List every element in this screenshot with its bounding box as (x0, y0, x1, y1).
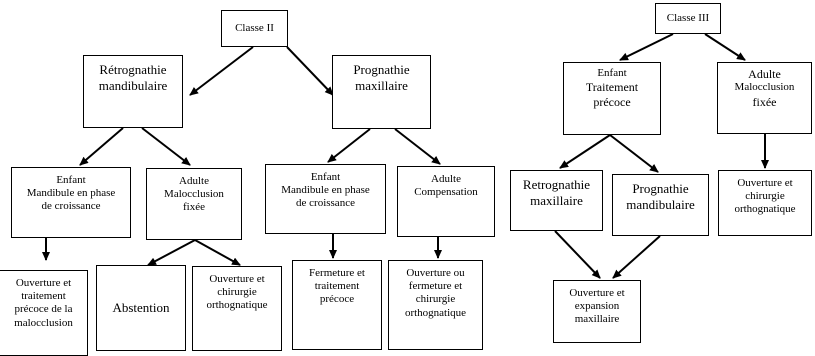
node-enfant3-line-1: Enfant (597, 67, 627, 79)
node-enfant-left-line-2: Mandibule en phase (26, 187, 116, 200)
node-adulte-right-line-1: Adulte (431, 173, 461, 185)
node-chirurgie3-line-1: Ouverture et (737, 177, 793, 189)
leaf-chirurgie-left-line-1: Ouverture et (209, 273, 265, 285)
node-enfant3-line-3: précoce (593, 94, 631, 109)
node-classe-iii (655, 3, 721, 34)
node-expansion-line-1: Ouverture et (569, 287, 625, 299)
node-enfant-mandibule-right (265, 164, 386, 234)
node-progna3-line-2: mandibulaire (626, 196, 695, 212)
node-adulte-compensation (397, 166, 495, 237)
node-retrognathie-maxillaire (510, 170, 603, 231)
node-adulte-malocclusion-fixee (146, 168, 242, 240)
arrow-adulte-to-chirurgie (195, 240, 240, 265)
leaf-chirurgie-left-line-2: chirurgie (217, 286, 257, 299)
arrow-progna-to-adulte (395, 129, 440, 164)
node-adulte3-line-2: Malocclusion (734, 81, 795, 94)
node-progna-line-1: Prognathie (353, 62, 410, 77)
node-abstention (96, 265, 186, 351)
node-retro3-line-1: Retrognathie (522, 177, 591, 192)
arrow-progna-to-expansion (613, 236, 660, 278)
leaf-ouverture-line-2: traitement (21, 290, 66, 303)
leaf-ouverture-line-1: Ouverture et (15, 277, 72, 289)
node-adulte-malocclusion-fixee-3 (717, 62, 812, 134)
arrow-enfant-to-retro (560, 135, 610, 168)
leaf-abstention-label: Abstention (112, 300, 170, 316)
node-adulte3-line-3: fixée (752, 94, 777, 109)
arrow-retro-to-enfant (80, 128, 123, 165)
node-expansion-line-2: expansion (574, 300, 620, 313)
node-enfant-traitement-precoce (563, 62, 661, 135)
node-enfant3-line-2: Traitement (585, 80, 639, 95)
node-fermeture-traitement-precoce (292, 260, 382, 350)
arrow-retro-to-expansion (555, 231, 600, 278)
node-enfant-right-line-3: de croissance (296, 197, 355, 210)
node-ouverture-chirurgie-left (192, 266, 282, 351)
leaf-ouv-ferm-line-3: chirurgie (415, 293, 456, 306)
node-enfant-mandibule-left (11, 167, 131, 238)
node-retro-line-1: Rétrognathie (99, 62, 167, 77)
leaf-fermeture-line-3: précoce (319, 293, 355, 306)
node-ouverture-ou-fermeture (388, 260, 483, 350)
node-prognathie-maxillaire (332, 55, 431, 129)
leaf-ouv-ferm-line-4: orthognatique (404, 306, 467, 319)
leaf-chirurgie-left-line-3: orthognatique (206, 299, 268, 312)
arrow-adulte-to-abstention (148, 240, 195, 265)
node-adulte-right-line-2: Compensation (414, 186, 478, 199)
arrow-enfant-to-progna (610, 135, 658, 172)
arrow-classe3-to-enfant (620, 34, 673, 60)
arrow-progna-to-enfant (328, 129, 370, 162)
node-classe-ii-label: Classe II (235, 21, 274, 34)
node-adulte-left-line-1: Adulte (179, 175, 209, 187)
arrow-classe3-to-adulte (705, 34, 745, 60)
leaf-fermeture-line-2: traitement (314, 280, 360, 293)
node-adulte3-line-1: Adulte (748, 67, 781, 81)
node-retrognathie-mandibulaire (83, 55, 183, 128)
node-expansion-line-3: maxillaire (574, 313, 620, 326)
arrow-classe2-to-retro (190, 47, 253, 95)
node-progna3-line-1: Prognathie (632, 181, 689, 196)
node-enfant-right-line-2: Mandibule en phase (281, 184, 370, 197)
node-retro3-line-2: maxillaire (530, 192, 583, 208)
node-classe-iii-label: Classe III (666, 11, 710, 24)
node-retro-line-2: mandibulaire (98, 77, 168, 93)
leaf-ouverture-line-3: précoce de la (14, 303, 73, 316)
node-ouverture-chirurgie-3 (718, 170, 812, 236)
node-chirurgie3-line-3: orthognatique (734, 203, 796, 216)
node-ouverture-expansion-maxillaire (553, 280, 641, 343)
leaf-ouv-ferm-line-2: fermeture et (408, 280, 463, 293)
node-adulte-left-line-2: Malocclusion (164, 188, 224, 201)
node-enfant-left-line-3: de croissance (41, 200, 101, 213)
node-ouverture-traitement-precoce (0, 270, 88, 356)
node-chirurgie3-line-2: chirurgie (745, 190, 785, 203)
leaf-ouv-ferm-line-1: Ouverture ou (406, 267, 465, 279)
arrow-retro-to-adulte (142, 128, 190, 165)
leaf-ouverture-line-4: malocclusion (14, 316, 73, 329)
node-enfant-left-line-1: Enfant (56, 174, 86, 186)
node-classe-ii (221, 10, 288, 47)
arrow-classe2-to-progna (287, 47, 333, 95)
node-adulte-left-line-3: fixée (183, 201, 205, 214)
node-prognathie-mandibulaire (612, 174, 709, 236)
node-enfant-right-line-1: Enfant (310, 171, 341, 183)
leaf-fermeture-line-1: Fermeture et (309, 267, 365, 279)
node-progna-line-2: maxillaire (355, 77, 408, 93)
